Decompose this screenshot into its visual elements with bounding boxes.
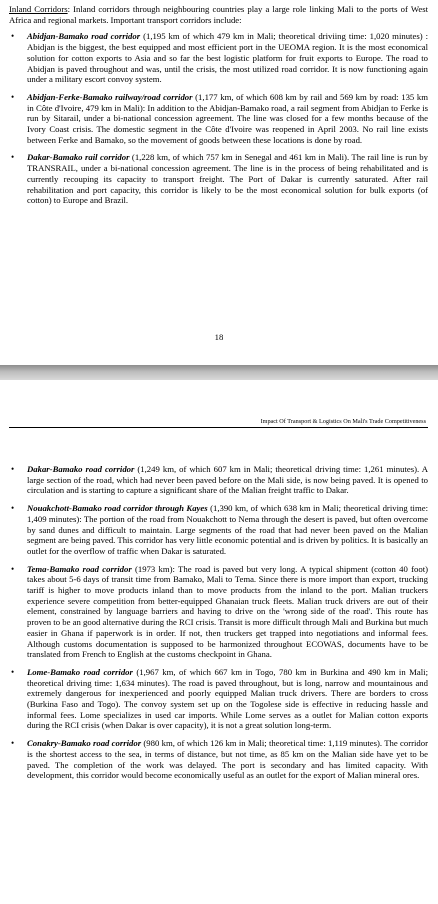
document-page-19: [0, 380, 438, 904]
corridor-list-bottom: [9, 464, 428, 781]
corridor-description: (1,967 km, of which 667 km in Togo, 780 km in Burkina and 490 km in Mali; theoretical driving time: 1,634 minutes). The road is paved throughout, but is long, narrow and mountainous and extremely dangerous for inexperienced and poorly equipped Malian truck drivers. There are borders to cross (Burkina Faso and Togo). The convoy system set up on the Togolese side is effective in reducing hassle and informal fees. Lome specializes in used car imports. While Lome serves as a outlet for Malian cotton exports during the RCI crisis (when Dakar is over capacity), it is not a great solution long-term.: [27, 666, 428, 731]
corridor-list-top: [9, 31, 428, 206]
section-label: Inland Corridors: [9, 4, 68, 14]
intro-text: : Inland corridors through neighbouring countries play a large role linking Mali to the ports of West Africa and regional markets. Important transport corridors include:: [9, 4, 428, 25]
page-separator: [0, 365, 438, 380]
corridor-name: Abidjan-Ferke-Bamako railway/road corridor: [27, 91, 193, 102]
header-rule: [9, 427, 428, 428]
bullet-icon: •: [11, 91, 15, 102]
corridor-description: (1,177 km, of which 608 km by rail and 569 km by road: 135 km in Côte d'Ivoire, 479 km in Mali): In addition to the Abidjan-Bamako road, a rail segment from Abidjan to Ferke is run by Sitarail, under a bi-national concession agreement. The line was closed for a few months because of the Ivory Coast crisis. The domestic segment in the Côte d'Ivoire was reopened in April 2003. No rail line exists between Ferke and Bamako, so the movement of goods between these locations is done by road.: [27, 91, 428, 145]
corridor-description: (1,195 km of which 479 km in Mali; theoretical driviing time: 1,020 minutes) : Abidjan is the biggest, the best equipped and most efficient port in the UEOMA region. It is the most economical solution for cotton exports to Asia and so far the best logistic platform for fruit exports to Europe. The road to Abidjan is paved throughout and was, until the crisis, the most utilized road corridor. It is now functioning again under a military escort convoy system.: [27, 31, 428, 85]
page-number: 18: [214, 332, 224, 342]
corridor-name: Dakar-Bamako road corridor: [27, 464, 135, 474]
corridor-name: Conakry-Bamako road corridor: [27, 738, 142, 749]
corridor-name: Abidjan-Bamako road corridor: [27, 31, 141, 42]
list-item: [9, 564, 428, 660]
running-header: Impact Of Transport & Logistics On Mali's Trade Competitiveness: [260, 418, 426, 425]
corridor-description: (1973 km): The road is paved but very long. A typical shipment (cotton 40 foot) takes about 5-6 days of transit time from Bamako, Mali to Tema. Since there is more import than export, trucking tariff is higher to move products inland than to move products from the inland to the port. Malian truckers experience severe competition from better-equipped Ghanaian truck fleets. Malian truck drivers are out of their element, constrained by language barriers and having to drive on the 'wrong side of the road'. This route has proven to be an good alternative during the RCI crisis. Transit is more difficult through Mali and Burkina but much easier in Ghana if paperwork is in order. If not, then truckers get trapped into negotiations and informal fees. Although customs documentation is supposed to be harmonized throughout ECOWAS, documents have to be translated from French to English at the customs checkpoint in Ghana.: [27, 563, 428, 660]
list-item: [9, 503, 428, 557]
bullet-icon: •: [11, 563, 15, 574]
bullet-icon: •: [11, 738, 15, 749]
list-item: [9, 464, 428, 496]
list-item: [9, 738, 428, 781]
bullet-icon: •: [11, 464, 15, 474]
list-item: [9, 667, 428, 731]
corridor-description: (980 km, of which 126 km in Mali; theoretical time: 1,119 minutes). The corridor is the shortest access to the sea, in terms of distance, but not time, as 85 km on the Malian side have yet to be paved. The completion of the work was delayed. The port is secondary and has limited capacity. With development, this corridor would become economically useful as an outlet for the export of Malian mineral ores.: [27, 738, 428, 781]
bullet-icon: •: [11, 666, 15, 677]
corridor-name: Tema-Bamako road corridor: [27, 563, 132, 574]
list-item: [9, 152, 428, 206]
corridor-name: Dakar-Bamako rail corridor: [27, 152, 130, 163]
corridor-description: (1,390 km, of which 638 km in Mali; theoretical driving time: 1,409 minutes): The portion of the road from Nouakchott to Nema through the desert is paved, but often overcome by sand dunes and difficult to maintain. Large segments of the road that had never been paved on the Malian segment are being paved. This corridor has very little economic potential and is driven by politics. It is basically an outlet for the overflow of traffic when Dakar is saturated.: [27, 503, 428, 556]
corridor-description: (1,249 km, of which 607 km in Mali; theoretical driving time: 1,261 minutes). A large section of the road, which had never been paved before on the Mali side, is now being paved. It is opened to circulation and is starting to capture a significant share of the Malian freight traffic to Dakar.: [27, 464, 428, 496]
list-item: [9, 92, 428, 146]
intro-paragraph: [9, 4, 428, 25]
bullet-icon: •: [11, 31, 15, 42]
document-page-18: [0, 0, 438, 365]
corridor-name: Lome-Bamako road corridor: [27, 666, 133, 677]
bullet-icon: •: [11, 503, 15, 514]
corridor-description: (1,228 km, of which 757 km in Senegal and 461 km in Mali). The rail line is run by TRANSRAIL, under a bi-national concession agreement. The line is in the process of being rehabilitated and is currently recouping its capacity to transport freight. The Port of Dakar is currently saturated. After rail rehabilitation and port capacity, this corridor is likely to be the most economical solution for bulk exports (of cotton) to Europe and Brazil.: [27, 152, 428, 206]
list-item: [9, 31, 428, 85]
corridor-name: Nouakchott-Bamako road corridor through Kayes: [27, 503, 208, 514]
bullet-icon: •: [11, 152, 15, 163]
